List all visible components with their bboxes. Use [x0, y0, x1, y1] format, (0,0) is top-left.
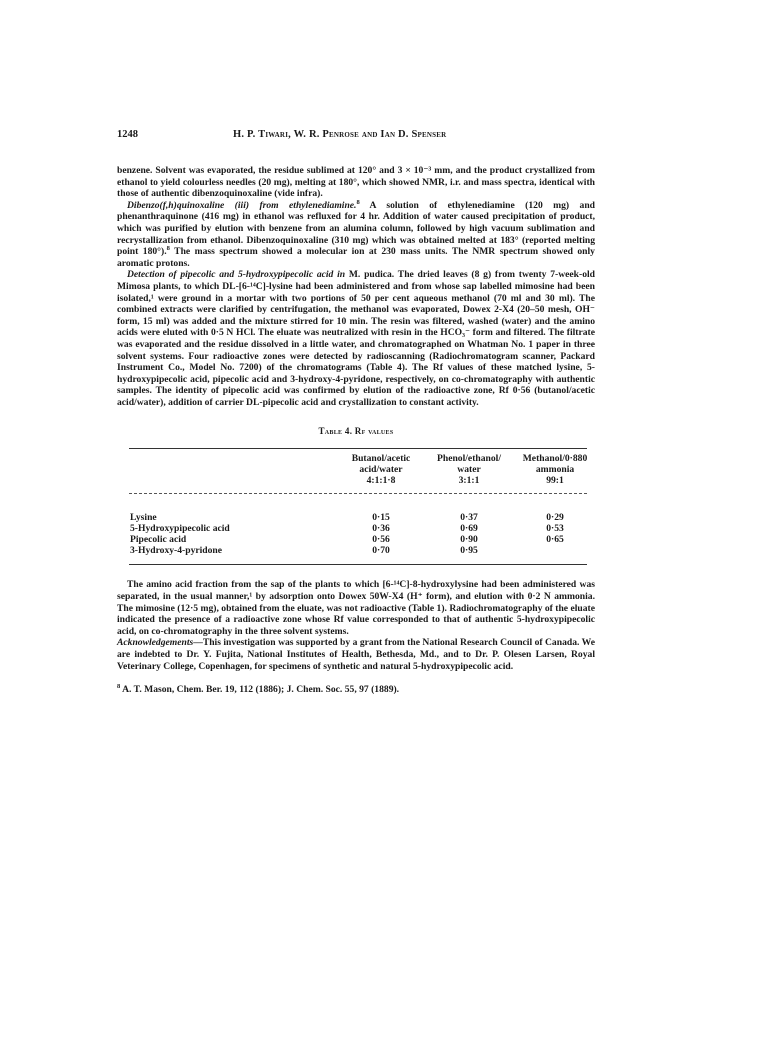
table-stub-header: [117, 453, 339, 493]
table-row: [117, 523, 595, 534]
table-cell: 0·90: [460, 534, 478, 546]
table-cell: 0·37: [460, 512, 478, 524]
table-header-row: [117, 449, 595, 493]
article-body: [117, 165, 595, 408]
running-authors: H. P. Tiwari, W. R. Penrose and Ian D. Spenser: [233, 129, 447, 140]
table-cell: 0·15: [372, 512, 390, 524]
footnote: [117, 684, 595, 695]
paragraph-amino-acid-fraction: The amino acid fraction from the sap of the plants to which [6-¹⁴C]-8-hydroxylysine had been administered was separated, in the usual manner,¹ by adsorption onto Dowex 50W-X4 (H⁺ form), and elution with 0·2 N ammonia. The mimosine (12·5 mg), obtained from the eluate, was not radioactive (Table 1). Radiochromatography of the eluate indicated the presence of a radioactive zone whose Rf value corresponded to that of authentic 5-hydroxypipecolic acid, on co-chromatography in the three solvent systems.: [117, 579, 595, 637]
paragraph-detection: [117, 269, 595, 408]
runin-heading-dibenzoquinoxaline: Dibenzo(f,h)quinoxaline (iii) from ethylenediamine.: [127, 199, 357, 211]
page-number: 1248: [117, 129, 138, 140]
article-body-continued: [117, 579, 595, 672]
table-cell: [515, 545, 595, 556]
acknowledgements-text: —This investigation was supported by a grant from the National Research Council of Canada. We are indebted to Dr. Y. Fujita, National Institutes of Health, Bethesda, Md., and to Dr. P. Olesen Larsen, Royal Veterinary College, Copenhagen, for specimens of synthetic and natural 5-hydroxypipecolic acid.: [117, 637, 595, 672]
paragraph-text: The dried leaves (8 g) from twenty 7-week-old Mimosa plants, to which DL-[6-¹⁴C]-lysine had been administered and from whose sap labelled mimosine had been isolated,¹ were ground in a mortar with two portions of 50 per cent aqueous methanol (70 ml and 30 ml). The combined extracts were clarified by centrifugation, the methanol was evaporated, Dowex 2-X4 (20–50 mesh, OH⁻ form, 15 ml) was added and the mixture stirred for 10 min. The resin was filtered, washed (water) and the amino acids were eluted with 0·5 N HCl. The eluate was neutralized with resin in the HCO₃⁻ form and filtered. The filtrate was evaporated and the residue dissolved in a little water, and chromatographed on Whatman No. 1 paper in three solvent systems. Four radioactive zones were detected by radioscanning (Radiochromatogram scanner, Packard Instrument Co., Model No. 7200) of the chromatograms (Table 4). The Rf values of these matched lysine, 5-hydroxypipecolic acid, pipecolic acid and 3-hydroxy-4-pyridone, respectively, on co-chromatography with authentic samples. The identity of pipecolic acid was confirmed by elution of the radioactive zone, Rf 0·56 (butanol/acetic acid/water), addition of carrier DL-pipecolic acid and crystallization to constant activity.: [117, 269, 595, 408]
table-cell: 0·56: [372, 534, 390, 546]
paragraph-text: A solution of ethylenediamine (120 mg) and phenanthraquinone (416 mg) in ethanol was refluxed for 4 hr. Addition of water caused precipitation of product, which was purified by elution with benzene from an alumina column, followed by high vacuum sublimation and recrystallization from ethanol. Dibenzoquinoxaline (310 mg) which was obtained melted at 183° (reported melting point 180°).: [117, 199, 595, 258]
column-header-butanol: Butanol/acetic acid/water 4:1:1·8: [351, 453, 411, 487]
footnote-marker: 8: [117, 683, 121, 691]
compound-name: 3-Hydroxy-4-pyridone: [130, 545, 223, 557]
table-row: [117, 534, 595, 545]
table-body: [117, 494, 595, 564]
footnote-ref: 8: [166, 244, 170, 252]
compound-name: Lysine: [130, 512, 157, 524]
rf-values-table: [117, 448, 595, 565]
acknowledgements-heading: Acknowledgements: [117, 637, 194, 649]
table-cell: 0·95: [460, 545, 478, 557]
table-cell: 0·29: [546, 512, 564, 524]
acknowledgements: [117, 637, 595, 672]
table-bottom-rule: [129, 564, 587, 565]
column-header-methanol: Methanol/0·880 ammonia 99:1: [522, 453, 588, 487]
paragraph-text: The mass spectrum showed a molecular ion at 230 mass units. The NMR spectrum showed only aromatic protons.: [117, 246, 595, 269]
table-cell: 0·65: [546, 534, 564, 546]
compound-name: 5-Hydroxypipecolic acid: [130, 523, 230, 535]
footnote-ref: 8: [356, 198, 360, 206]
footnote-text: A. T. Mason, Chem. Ber. 19, 112 (1886); J. Chem. Soc. 55, 97 (1889).: [120, 684, 400, 696]
table-cell: 0·70: [372, 545, 390, 557]
compound-name: Pipecolic acid: [130, 534, 187, 546]
table-row: [117, 512, 595, 523]
journal-page: [117, 129, 595, 695]
paragraph-continuation: benzene. Solvent was evaporated, the residue sublimed at 120° and 3 × 10⁻³ mm, and the product crystallized from ethanol to yield colourless needles (20 mg), melting at 180°, which showed NMR, i.r. and mass spectra, identical with those of authentic dibenzoquinoxaline (vide infra).: [117, 165, 595, 200]
column-header-phenol: Phenol/ethanol/ water 3:1:1: [437, 453, 501, 487]
table-caption: Table 4. Rf values: [318, 426, 394, 437]
paragraph-dibenzoquinoxaline: [117, 200, 595, 270]
species-name: M. pudica.: [345, 269, 395, 281]
table-cell: 0·69: [460, 523, 478, 535]
table-cell: 0·53: [546, 523, 564, 535]
running-header: [117, 129, 595, 149]
runin-heading-detection: Detection of pipecolic and 5-hydroxypipecolic acid in: [127, 269, 346, 281]
table-row: [117, 545, 595, 556]
table-cell: 0·36: [372, 523, 390, 535]
